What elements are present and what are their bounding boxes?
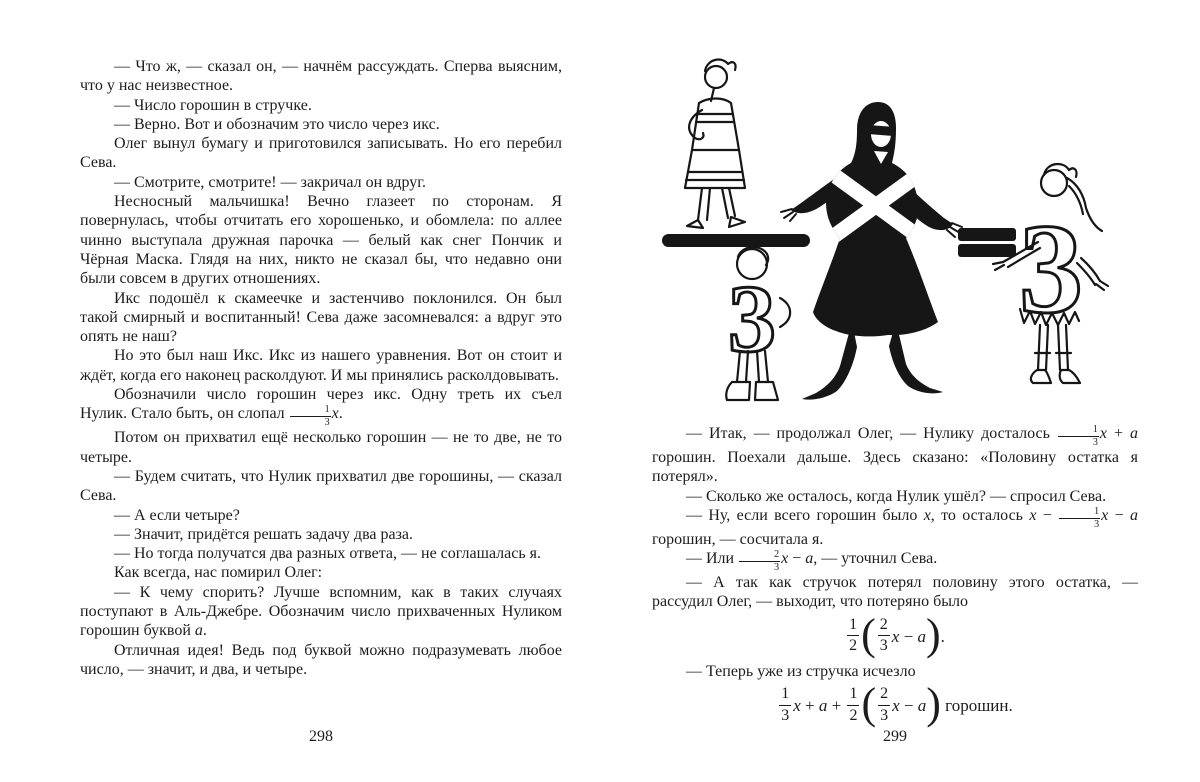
fraction: $\frac{1}{3}$ xyxy=(1058,425,1099,448)
fraction: $\frac{1}{3}$ xyxy=(290,405,331,428)
fraction: $\frac{1}{2}$ xyxy=(849,615,858,655)
black-mask-figure xyxy=(781,102,962,400)
paragraph: — Итак, — продолжал Олег, — Нулику досталось $\frac{1}{3}$ x + a горошин. Поехали дальше. Здесь сказано: «Половину остатка я потерял». xyxy=(652,424,1139,486)
paragraph: — Сколько же осталось, когда Нулик ушёл? — спросил Сева. xyxy=(686,487,1107,505)
fraction: $\frac{1}{3}$ xyxy=(1059,507,1100,530)
paragraph: Но это был наш Икс. Икс из нашего уравнения. Вот он стоит и ждёт, когда его наконец расколдуют. И мы принялись расколдовывать. xyxy=(80,347,562,384)
big-parenthesis: ( xyxy=(861,609,876,659)
paragraph: — Верно. Вот и обозначим это число через икс. xyxy=(114,115,440,133)
left-text-column xyxy=(80,57,562,679)
paragraph: — А так как стручок потерял половину этого остатка, — рассудил Олег, — выходит, что потеряно было xyxy=(652,574,1138,611)
left-page-number: 298 xyxy=(309,728,333,745)
right-page-number: 299 xyxy=(883,728,907,745)
illustration-equation-scene xyxy=(652,50,1138,410)
paragraph: — Смотрите, смотрите! — закричал он вдруг. xyxy=(114,173,427,191)
fraction: $\frac{2}{3}$ xyxy=(879,615,888,655)
page-right xyxy=(652,0,1138,782)
paragraph: — Значит, придётся решать задачу два раза. xyxy=(114,525,414,543)
paragraph: — А если четыре? xyxy=(114,506,240,524)
girl-three-figure xyxy=(993,164,1108,383)
right-text-column xyxy=(652,424,1138,731)
paragraph: — Будем считать, что Нулик прихватил две горошины, — сказал Сева. xyxy=(80,467,562,505)
paragraph: Олег вынул бумагу и приготовился записывать. Но его перебил Сева. xyxy=(80,135,562,172)
fraction: $\frac{2}{3}$ xyxy=(739,550,780,573)
paragraph: — Или $\frac{2}{3}$ x − a, — уточнил Сева. xyxy=(686,549,938,574)
girl-three-numeral: 3 xyxy=(1019,198,1083,340)
equals-sign xyxy=(958,228,1016,257)
big-parenthesis: ( xyxy=(861,679,877,729)
fraction-one-third-figure xyxy=(662,60,810,400)
paragraph: — К чему спорить? Лучше вспомним, как в таких случаях поступают в Аль-Джебре. Обозначим число прихваченных Нуликом горошин буквой a. xyxy=(80,583,562,640)
display-formula: $\frac{1}{2}$ ( $\frac{2}{3}$ x − a). xyxy=(849,609,945,659)
paragraph: Несносный мальчишка! Вечно глазеет по сторонам. Я повернулась, чтобы отчитать его хорошенько, и обомлела: по аллее чинно выступала дружная парочка — белый как снег Пончик и Чёрная Маска. Глядя на них, никто не сказал бы, что недавно они были совсем в других отношениях. xyxy=(80,193,562,288)
paragraph: Икс подошёл к скамеечке и застенчиво поклонился. Он был такой смирный и воспитанный! Сева даже засомневался: а вдруг это опять не наш? xyxy=(80,289,562,346)
boy-denominator-figure xyxy=(726,247,790,400)
display-formula: $\frac{1}{3}$ x + a + $\frac{1}{2}$ ( $\frac{2}{3}$ x − a) горошин. xyxy=(781,679,1013,729)
paragraph: — Но тогда получатся два разных ответа, — не соглашалась я. xyxy=(114,545,542,563)
paragraph: — Что ж, — сказал он, — начнём рассуждать. Сперва выясним, что у нас неизвестное. xyxy=(80,58,562,95)
paragraph: — Ну, если всего горошин было x, то осталось x − $\frac{1}{3}$ x − a горошин, — сосчитала я. xyxy=(652,505,1138,548)
paragraph: Обозначили число горошин через икс. Одну треть их съел Нулик. Стало быть, он слопал $\frac{1}{3}$ x. xyxy=(80,386,562,429)
fraction-bar xyxy=(662,234,810,247)
paragraph: Как всегда, нас помирил Олег: xyxy=(114,564,323,582)
paragraph: — Число горошин в стручке. xyxy=(114,96,312,114)
paragraph: Отличная идея! Ведь под буквой можно подразумевать любое число, — значит, и два, и четыре. xyxy=(80,641,562,678)
big-parenthesis: ) xyxy=(925,609,941,659)
big-parenthesis: ) xyxy=(926,679,941,729)
fraction: $\frac{1}{3}$ xyxy=(781,684,790,724)
page-left xyxy=(80,0,562,782)
fraction: $\frac{1}{2}$ xyxy=(849,684,858,724)
fraction: $\frac{2}{3}$ xyxy=(880,684,889,724)
boy-three-numeral: 3 xyxy=(728,265,776,372)
girl-numerator-figure xyxy=(685,60,745,228)
paragraph: — Теперь уже из стручка исчезло xyxy=(686,662,916,680)
right-boot xyxy=(889,322,943,393)
paragraph: Потом он прихватил ещё несколько горошин — не то две, не то четыре. xyxy=(80,429,562,466)
